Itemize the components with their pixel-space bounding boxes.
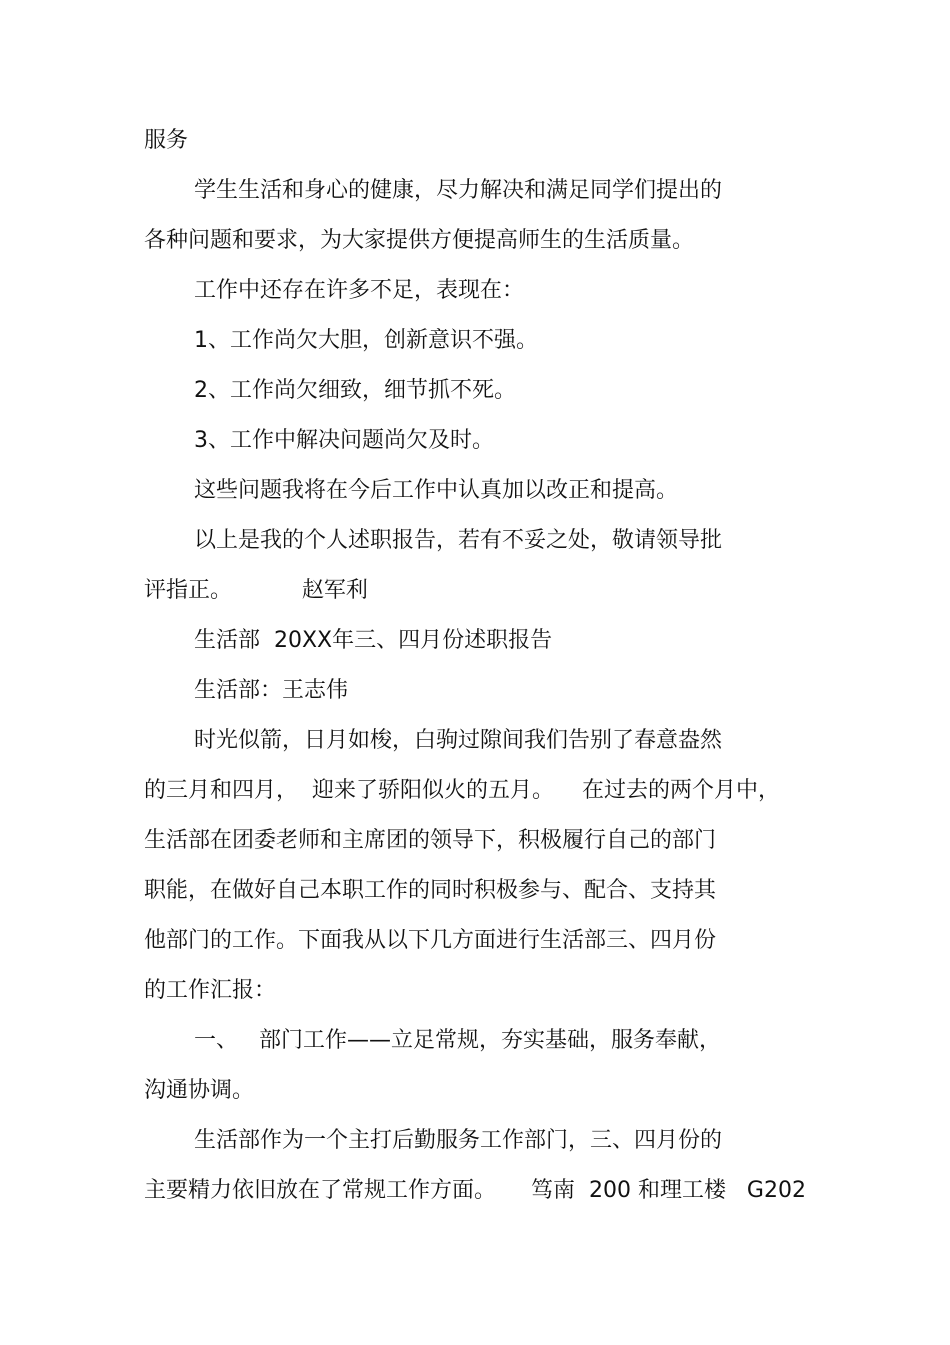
text-line: 服务: [144, 128, 189, 153]
text-line: 职能，在做好自己本职工作的同时积极参与、配合、支持其: [144, 878, 717, 903]
text-line: 主要精力依旧放在了常规工作方面。 笃南 200 和理工楼 G202: [144, 1178, 806, 1203]
text-line: 的三月和四月， 迎来了骄阳似火的五月。 在过去的两个月中，: [144, 778, 780, 803]
text-line: 以上是我的个人述职报告，若有不妥之处，敬请领导批: [194, 528, 723, 553]
list-item: 2、工作尚欠细致，细节抓不死。: [194, 378, 516, 403]
text-line: 的工作汇报：: [144, 978, 277, 1003]
list-item: 3、工作中解决问题尚欠及时。: [194, 428, 494, 453]
signature-line: 评指正。 赵军利: [144, 578, 368, 603]
report-title: 生活部 20XX年三、四月份述职报告: [194, 628, 553, 653]
text-line: 时光似箭，日月如梭，白驹过隙间我们告别了春意盎然: [194, 728, 723, 753]
text-line: 这些问题我将在今后工作中认真加以改正和提高。: [194, 478, 679, 503]
author-line: 生活部：王志伟: [194, 678, 349, 703]
section-heading: 一、 部门工作——立足常规，夯实基础，服务奉献，: [194, 1028, 721, 1053]
text-line: 他部门的工作。下面我从以下几方面进行生活部三、四月份: [144, 928, 717, 953]
text-line: 生活部在团委老师和主席团的领导下，积极履行自己的部门: [144, 828, 717, 853]
text-line: 各种问题和要求，为大家提供方便提高师生的生活质量。: [144, 228, 695, 253]
text-line: 工作中还存在许多不足，表现在：: [194, 278, 525, 303]
text-line: 学生生活和身心的健康，尽力解决和满足同学们提出的: [194, 178, 723, 203]
text-line: 生活部作为一个主打后勤服务工作部门，三、四月份的: [194, 1128, 723, 1153]
list-item: 1、工作尚欠大胆，创新意识不强。: [194, 328, 538, 353]
section-heading: 沟通协调。: [144, 1078, 255, 1103]
